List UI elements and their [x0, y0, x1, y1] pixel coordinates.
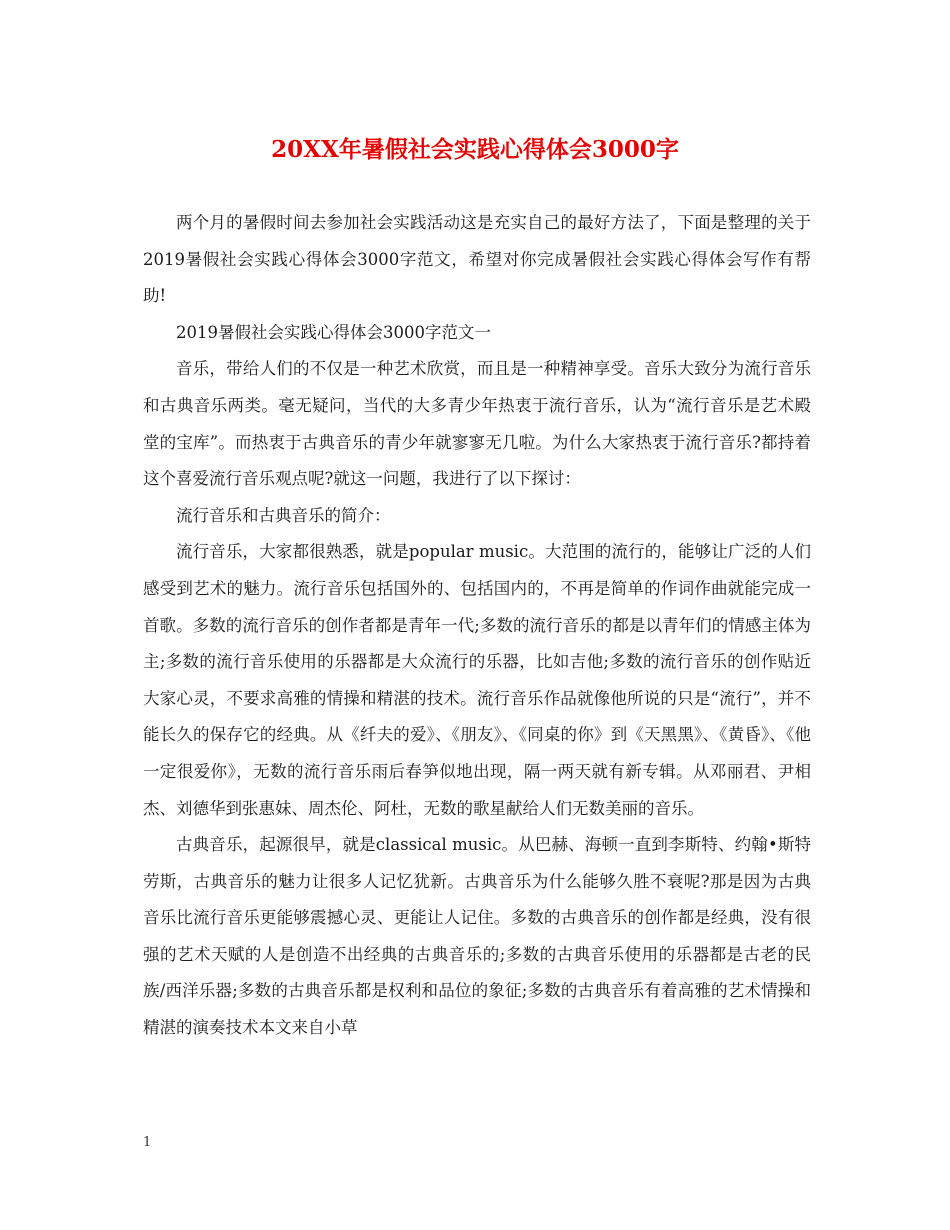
- page-number: 1: [143, 1135, 152, 1150]
- document-body: [143, 205, 811, 1047]
- document-title: 20XX年暑假社会实践心得体会3000字: [271, 136, 679, 163]
- paragraph-subheading-intro: 流行音乐和古典音乐的简介：: [176, 505, 391, 525]
- paragraph-music-overview: 音乐，带给人们的不仅是一种艺术欣赏，而且是一种精神享受。音乐大致分为流行音乐和古典音乐两类。毫无疑问，当代的大多青少年热衷于流行音乐，认为“流行音乐是艺术殿堂的宝库”。而热衷于古典音乐的青少年就寥寥无几啦。为什么大家热衷于流行音乐?都持着这个喜爱流行音乐观点呢?就这一问题，我进行了以下探讨：: [143, 359, 811, 489]
- paragraph-heading-sample-one: 2019暑假社会实践心得体会3000字范文一: [176, 322, 491, 342]
- paragraph-pop-music: 流行音乐，大家都很熟悉，就是popular music。大范围的流行的，能够让广泛的人们感受到艺术的魅力。流行音乐包括国外的、包括国内的，不再是简单的作词作曲就能完成一首歌。多数的流行音乐的创作者都是青年一代;多数的流行音乐的都是以青年们的情感主体为主;多数的流行音乐使用的乐器都是大众流行的乐器，比如吉他;多数的流行音乐的创作贴近大家心灵，不要求高雅的情操和精湛的技术。流行音乐作品就像他所说的只是“流行”，并不能长久的保存它的经典。从《纤夫的爱》、《朋友》、《同桌的你》到《天黑黑》、《黄昏》、《他一定很爱你》，无数的流行音乐雨后春笋似地出现，隔一两天就有新专辑。从邓丽君、尹相杰、刘德华到张惠妹、周杰伦、阿杜，无数的歌星献给人们无数美丽的音乐。: [143, 542, 811, 818]
- paragraph-intro: 两个月的暑假时间去参加社会实践活动这是充实自己的最好方法了，下面是整理的关于2019暑假社会实践心得体会3000字范文，希望对你完成暑假社会实践心得体会写作有帮助!: [143, 213, 811, 306]
- paragraph-classical-music: 古典音乐，起源很早，就是classical music。从巴赫、海顿一直到李斯特、约翰•斯特劳斯，古典音乐的魅力让很多人记忆犹新。古典音乐为什么能够久胜不衰呢?那是因为古典音乐比流行音乐更能够震撼心灵、更能让人记住。多数的古典音乐的创作都是经典，没有很强的艺术天赋的人是创造不出经典的古典音乐的;多数的古典音乐使用的乐器都是古老的民族/西洋乐器;多数的古典音乐都是权利和品位的象征;多数的古典音乐有着高雅的艺术情操和精湛的演奏技术本文来自小草: [143, 835, 811, 1038]
